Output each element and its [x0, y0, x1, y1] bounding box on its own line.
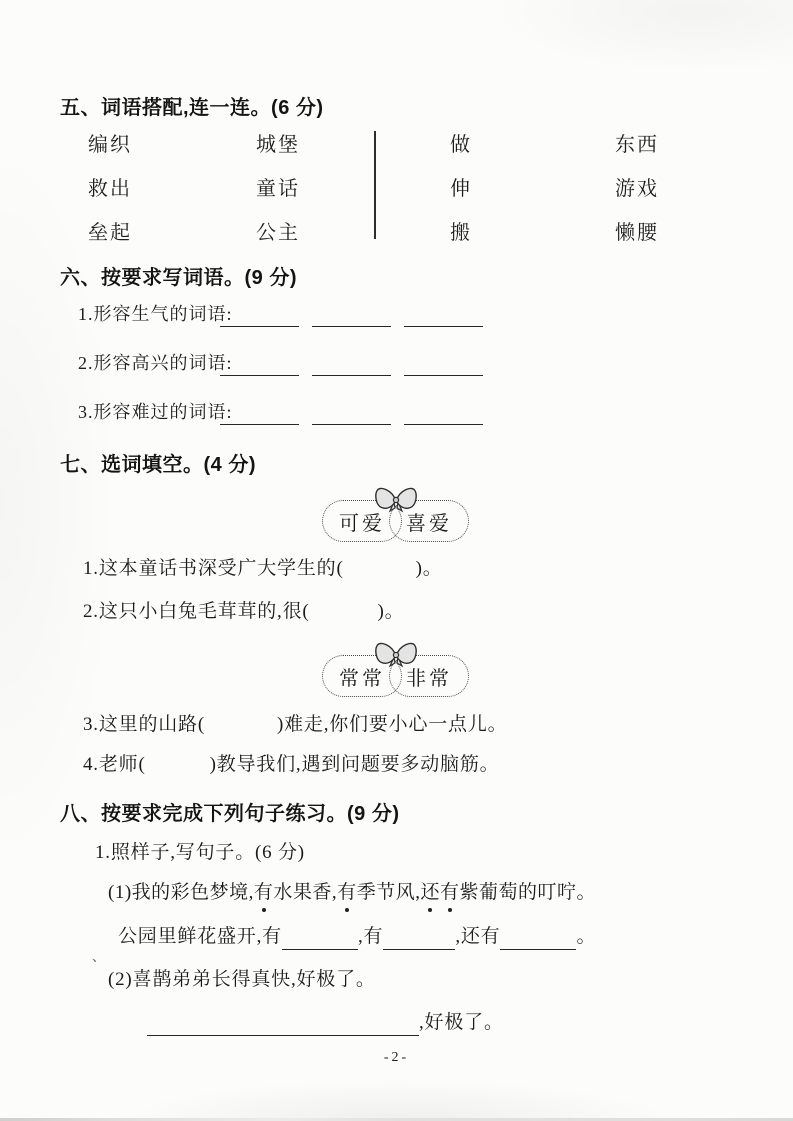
match-word: 城堡 — [256, 134, 300, 156]
answer-blank — [147, 1011, 419, 1036]
match-column-nouns-left — [256, 134, 300, 266]
answer-blank — [404, 302, 483, 327]
match-word: 公主 — [256, 222, 300, 244]
fill-item — [83, 712, 507, 738]
example-sentence: (1)我的彩色梦境,有水果香,有季节风,还有紫葡萄的叮咛。 — [108, 880, 596, 906]
item-text: )。 — [377, 601, 405, 622]
answer-blank — [312, 400, 391, 425]
word-option-label: 非常 — [406, 667, 452, 690]
match-word: 东西 — [615, 134, 659, 156]
word-writing-item — [78, 301, 483, 327]
stray-mark: 、 — [92, 949, 106, 964]
answer-blank — [404, 351, 483, 376]
match-word: 救出 — [88, 178, 132, 200]
match-word: 游戏 — [615, 178, 659, 200]
page-number: -2- — [383, 1050, 410, 1065]
answer-blank — [220, 302, 299, 327]
section8-heading: 八、按要求完成下列句子练习。(9 分) — [60, 803, 400, 825]
answer-blank — [404, 400, 483, 425]
sentence-fill-line — [118, 924, 596, 950]
paren-blank — [205, 729, 277, 730]
match-word: 童话 — [256, 178, 300, 200]
paren-blank — [310, 616, 378, 617]
emphasized-char: 有 — [440, 880, 460, 906]
match-column-nouns-right — [615, 134, 659, 266]
subitem2-sentence: (2)喜鹊弟弟长得真快,好极了。 — [108, 969, 376, 990]
column-divider — [374, 131, 376, 239]
bow-icon — [373, 485, 419, 513]
answer-blank — [500, 925, 576, 950]
item-label: 2.形容高兴的词语: — [78, 353, 233, 373]
item-label: 1.形容生气的词语: — [78, 304, 233, 324]
answer-blank — [220, 351, 299, 376]
section7-heading: 七、选词填空。(4 分) — [60, 454, 256, 476]
match-column-verbs-right — [450, 134, 472, 266]
answer-blank — [383, 925, 455, 950]
item-text: 1.这本童话书深受广大学生的( — [83, 558, 344, 579]
emphasized-char: 有 — [254, 880, 274, 906]
fill-text: 公园里鲜花盛开,有 — [118, 926, 282, 947]
section6-heading: 六、按要求写词语。(9 分) — [60, 267, 297, 289]
match-column-verbs-left — [88, 134, 132, 266]
item-text: )教导我们,遇到问题要多动脑筋。 — [209, 754, 500, 775]
match-word: 懒腰 — [615, 222, 659, 244]
answer-blank — [312, 351, 391, 376]
item-text: )。 — [415, 558, 443, 579]
item-label: 3.形容难过的词语: — [78, 402, 233, 422]
match-word: 编织 — [88, 134, 132, 156]
answer-blank — [312, 302, 391, 327]
word-bank-1 — [322, 485, 470, 543]
fill-item — [83, 599, 404, 625]
match-word: 做 — [450, 134, 472, 156]
section5-heading: 五、词语搭配,连一连。(6 分) — [60, 97, 324, 119]
item-text: 4.老师( — [83, 754, 146, 775]
fill-text: ,还有 — [455, 926, 501, 947]
match-word: 伸 — [450, 178, 472, 200]
fill-item — [83, 752, 499, 778]
answer-suffix: ,好极了。 — [419, 1012, 504, 1033]
item-text: 2.这只小白兔毛茸茸的,很( — [83, 601, 310, 622]
word-writing-item — [78, 399, 483, 425]
paren-blank — [344, 573, 416, 574]
match-word: 搬 — [450, 222, 472, 244]
paren-blank — [146, 769, 210, 770]
fill-item — [83, 556, 443, 582]
subitem1-label: 1.照样子,写句子。(6 分) — [95, 842, 305, 863]
emphasized-char: 有 — [337, 880, 357, 906]
bow-icon — [373, 640, 419, 668]
item-text: )难走,你们要小心一点儿。 — [276, 714, 508, 735]
emphasized-char: 还 — [420, 880, 440, 906]
fill-text: ,有 — [357, 926, 384, 947]
word-writing-item — [78, 350, 483, 376]
word-bank-2 — [322, 640, 470, 698]
answer-blank — [282, 925, 358, 950]
answer-line — [147, 1010, 504, 1036]
word-option-label: 常常 — [339, 667, 385, 690]
word-option-label: 可爱 — [339, 512, 385, 535]
match-word: 垒起 — [88, 222, 132, 244]
word-option-label: 喜爱 — [406, 512, 452, 535]
answer-blank — [220, 400, 299, 425]
fill-text: 。 — [576, 926, 597, 947]
item-text: 3.这里的山路( — [83, 714, 205, 735]
